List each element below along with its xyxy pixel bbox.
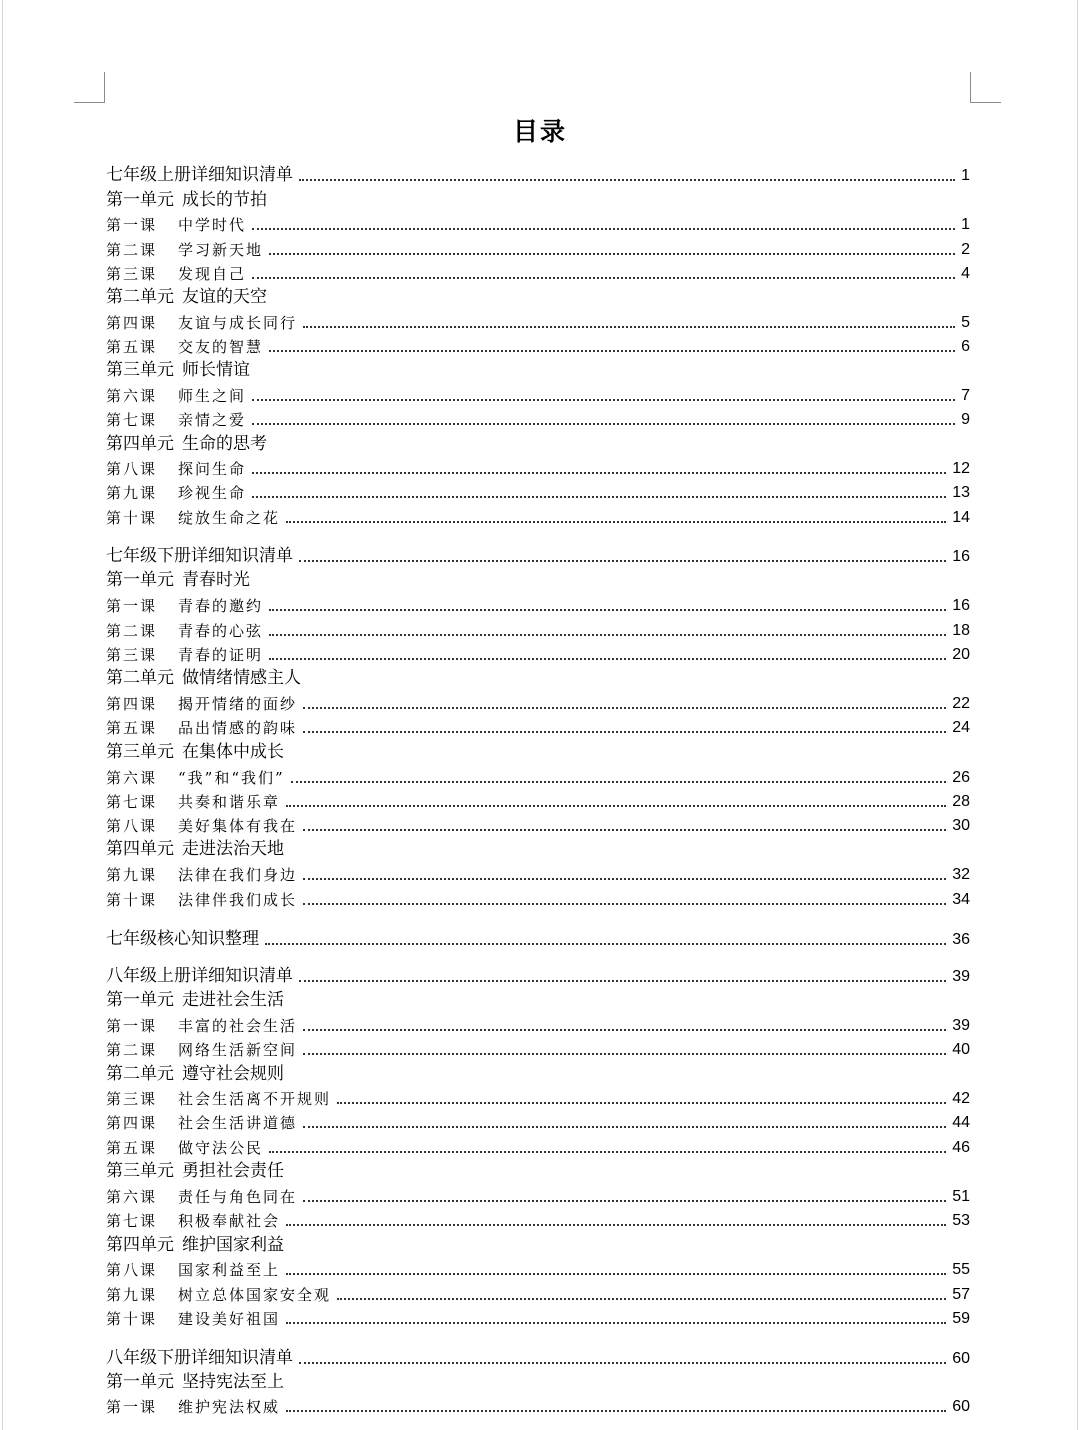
- toc-unit-heading[interactable]: [106, 431, 970, 455]
- page-number: 46: [952, 1139, 970, 1156]
- entry-title: 青春的心弦: [178, 622, 264, 640]
- toc-section-entry[interactable]: [106, 543, 970, 567]
- entry-title: 珍视生命: [178, 484, 247, 502]
- toc-entry-label: [106, 359, 250, 381]
- page-number: 51: [952, 1188, 970, 1205]
- lesson-number: 第九课: [106, 484, 158, 502]
- entry-title: 国家利益至上: [178, 1261, 281, 1279]
- page-number: 16: [952, 548, 970, 565]
- entry-title: 做情绪情感主人: [182, 668, 301, 688]
- toc-lesson-entry[interactable]: [106, 1012, 970, 1036]
- toc-entry-label: [106, 816, 297, 836]
- entry-title: 责任与角色同在: [178, 1188, 298, 1206]
- toc-unit-heading[interactable]: [106, 987, 970, 1011]
- toc-entry-label: [106, 286, 267, 308]
- entry-title: 建设美好祖国: [178, 1310, 281, 1328]
- dot-leader: [286, 1224, 946, 1226]
- toc-unit-heading[interactable]: [106, 1158, 970, 1182]
- entry-title: 探问生命: [178, 460, 247, 478]
- entry-title: 友谊与成长同行: [178, 314, 298, 332]
- dot-leader: [252, 423, 955, 425]
- unit-number: 第四单元: [106, 839, 174, 859]
- entry-title: 七年级上册详细知识清单: [106, 165, 293, 185]
- dot-leader: [269, 634, 946, 636]
- toc-entry-label: [106, 164, 293, 186]
- dot-leader: [269, 1151, 946, 1153]
- unit-number: 第四单元: [106, 434, 174, 454]
- unit-number: 第一单元: [106, 190, 174, 210]
- entry-title: 品出情感的韵味: [178, 719, 298, 737]
- unit-number: 第一单元: [106, 570, 174, 590]
- toc-entry-label: [106, 1347, 293, 1369]
- page-number: 6: [961, 338, 970, 355]
- entry-title: 八年级上册详细知识清单: [106, 966, 293, 986]
- dot-leader: [291, 781, 947, 783]
- page-number: 44: [952, 1114, 970, 1131]
- page-number: 24: [952, 719, 970, 736]
- page-number: 53: [952, 1212, 970, 1229]
- page-number: 22: [952, 695, 970, 712]
- lesson-number: 第四课: [106, 695, 158, 713]
- toc-entry-label: [106, 1285, 331, 1305]
- dot-leader: [252, 472, 946, 474]
- toc-unit-heading[interactable]: [106, 1061, 970, 1085]
- dot-leader: [299, 179, 955, 181]
- page-number: 4: [961, 265, 970, 282]
- page-number: 39: [952, 968, 970, 985]
- lesson-number: 第三课: [106, 646, 158, 664]
- toc-entry-label: [106, 483, 246, 503]
- toc-entry-label: [106, 264, 246, 284]
- toc-entry-label: [106, 337, 263, 357]
- entry-title: 青春的证明: [178, 646, 264, 664]
- unit-number: 第一单元: [106, 990, 174, 1010]
- toc-entry-label: [106, 890, 297, 910]
- dot-leader: [286, 1322, 946, 1324]
- toc-entry-label: [106, 1211, 280, 1231]
- toc-section-entry[interactable]: [106, 926, 970, 950]
- toc-entry-label: [106, 694, 297, 714]
- page-number: 1: [961, 167, 970, 184]
- toc-unit-heading[interactable]: [106, 1232, 970, 1256]
- dot-leader: [303, 903, 946, 905]
- dot-leader: [252, 496, 946, 498]
- entry-title: 网络生活新空间: [178, 1041, 298, 1059]
- lesson-number: 第八课: [106, 817, 158, 835]
- entry-title: 树立总体国家安全观: [178, 1286, 332, 1304]
- lesson-number: 第八课: [106, 460, 158, 478]
- dot-leader: [337, 1102, 946, 1104]
- unit-number: 第二单元: [106, 668, 174, 688]
- toc-section-entry[interactable]: [106, 1345, 970, 1369]
- toc-entry-label: [106, 596, 263, 616]
- toc-entry-label: [106, 792, 280, 812]
- toc-lesson-entry[interactable]: [106, 1134, 970, 1158]
- entry-title: 勇担社会责任: [182, 1161, 284, 1181]
- toc-entry-label: [106, 989, 284, 1011]
- toc-lesson-entry[interactable]: [106, 1109, 970, 1133]
- toc-entry-label: [106, 1234, 284, 1256]
- entry-title: 七年级核心知识整理: [106, 929, 259, 949]
- toc-lesson-entry[interactable]: [106, 479, 970, 503]
- page-number: 2: [961, 241, 970, 258]
- toc-lesson-entry[interactable]: [106, 260, 970, 284]
- lesson-number: 第三课: [106, 1090, 158, 1108]
- entry-title: 做守法公民: [178, 1139, 264, 1157]
- page-number: 20: [952, 646, 970, 663]
- toc-lesson-entry[interactable]: [106, 592, 970, 616]
- dot-leader: [337, 1298, 946, 1300]
- page-number: 5: [961, 314, 970, 331]
- unit-number: 第四单元: [106, 1235, 174, 1255]
- lesson-number: 第五课: [106, 338, 158, 356]
- lesson-number: 第五课: [106, 1139, 158, 1157]
- toc-lesson-entry[interactable]: [106, 236, 970, 260]
- crop-mark-top-left-horizontal: [74, 102, 105, 103]
- unit-number: 第二单元: [106, 1064, 174, 1084]
- entry-title: 美好集体有我在: [178, 817, 298, 835]
- lesson-number: 第四课: [106, 314, 158, 332]
- page-number: 55: [952, 1261, 970, 1278]
- dot-leader: [269, 350, 955, 352]
- lesson-number: 第七课: [106, 1212, 158, 1230]
- lesson-number: 第六课: [106, 1188, 158, 1206]
- toc-entry-label: [106, 1187, 297, 1207]
- page-number: 40: [952, 1041, 970, 1058]
- entry-title: 师长情谊: [182, 360, 250, 380]
- entry-title: 在集体中成长: [182, 742, 284, 762]
- toc-entry-label: [106, 1309, 280, 1329]
- toc-lesson-entry[interactable]: [106, 211, 970, 235]
- page-left-edge: [2, 0, 3, 1430]
- entry-title: 成长的节拍: [182, 190, 267, 210]
- page-number: 28: [952, 793, 970, 810]
- toc-entry-label: [106, 410, 246, 430]
- toc-lesson-entry[interactable]: [106, 886, 970, 910]
- toc-entry-label: [106, 508, 280, 528]
- page-number: 59: [952, 1310, 970, 1327]
- dot-leader: [269, 253, 955, 255]
- entry-title: “我”和“我们”: [178, 769, 285, 787]
- dot-leader: [299, 560, 946, 562]
- entry-title: 生命的思考: [182, 434, 267, 454]
- toc-section-entry[interactable]: [106, 963, 970, 987]
- toc-lesson-entry[interactable]: [106, 788, 970, 812]
- toc-entry-label: [106, 1113, 297, 1133]
- toc-entry-label: [106, 459, 246, 479]
- lesson-number: 第二课: [106, 1041, 158, 1059]
- toc-entry-label: [106, 569, 250, 591]
- page-number: 13: [952, 484, 970, 501]
- toc-entry-label: [106, 215, 246, 235]
- page-number: 60: [952, 1350, 970, 1367]
- toc-entry-label: [106, 965, 293, 987]
- toc-unit-heading[interactable]: [106, 1369, 970, 1393]
- dot-leader: [269, 609, 946, 611]
- lesson-number: 第七课: [106, 793, 158, 811]
- toc-entry-label: [106, 313, 297, 333]
- toc-entry-label: [106, 545, 293, 567]
- toc-unit-heading[interactable]: [106, 187, 970, 211]
- entry-title: 八年级下册详细知识清单: [106, 1348, 293, 1368]
- toc-lesson-entry[interactable]: [106, 406, 970, 430]
- page-number: 34: [952, 891, 970, 908]
- lesson-number: 第八课: [106, 1261, 158, 1279]
- entry-title: 绽放生命之花: [178, 509, 281, 527]
- entry-title: 丰富的社会生活: [178, 1017, 298, 1035]
- toc-entry-label: [106, 386, 246, 406]
- dot-leader: [299, 1362, 946, 1364]
- toc-unit-heading[interactable]: [106, 284, 970, 308]
- toc-lesson-entry[interactable]: [106, 504, 970, 528]
- entry-title: 社会生活离不开规则: [178, 1090, 332, 1108]
- lesson-number: 第五课: [106, 719, 158, 737]
- toc-section-entry[interactable]: [106, 162, 970, 186]
- toc-lesson-entry[interactable]: [106, 455, 970, 479]
- toc-entry-label: [106, 741, 284, 763]
- page-number: 36: [952, 931, 970, 948]
- toc-lesson-entry[interactable]: [106, 1183, 970, 1207]
- entry-title: 七年级下册详细知识清单: [106, 546, 293, 566]
- lesson-number: 第四课: [106, 1114, 158, 1132]
- page-number: 14: [952, 509, 970, 526]
- page-number: 32: [952, 866, 970, 883]
- dot-leader: [286, 521, 946, 523]
- entry-title: 交友的智慧: [178, 338, 264, 356]
- dot-leader: [252, 277, 955, 279]
- page-number: 9: [961, 411, 970, 428]
- page-number: 30: [952, 817, 970, 834]
- page-number: 7: [961, 387, 970, 404]
- unit-number: 第三单元: [106, 1161, 174, 1181]
- toc-lesson-entry[interactable]: [106, 641, 970, 665]
- toc-unit-heading[interactable]: [106, 567, 970, 591]
- toc-title: 目录: [512, 117, 567, 146]
- toc-lesson-entry[interactable]: [106, 617, 970, 641]
- entry-title: 青春的邀约: [178, 597, 264, 615]
- toc-entry-label: [106, 1016, 297, 1036]
- toc-lesson-entry[interactable]: [106, 1281, 970, 1305]
- lesson-number: 第一课: [106, 1017, 158, 1035]
- page-number: 39: [952, 1017, 970, 1034]
- lesson-number: 第六课: [106, 769, 158, 787]
- unit-number: 第二单元: [106, 287, 174, 307]
- toc-lesson-entry[interactable]: [106, 1207, 970, 1231]
- page-number: 1: [961, 216, 970, 233]
- toc-entry-label: [106, 838, 284, 860]
- dot-leader: [303, 1053, 946, 1055]
- lesson-number: 第二课: [106, 241, 158, 259]
- entry-title: 揭开情绪的面纱: [178, 695, 298, 713]
- toc-lesson-entry[interactable]: [106, 812, 970, 836]
- toc-entry-label: [106, 1397, 280, 1417]
- entry-title: 友谊的天空: [182, 287, 267, 307]
- dot-leader: [303, 731, 946, 733]
- lesson-number: 第十课: [106, 1310, 158, 1328]
- toc-entry-label: [106, 1160, 284, 1182]
- toc-entry-label: [106, 768, 285, 788]
- entry-title: 师生之间: [178, 387, 247, 405]
- dot-leader: [303, 326, 955, 328]
- dot-leader: [303, 1029, 946, 1031]
- page-number: 57: [952, 1286, 970, 1303]
- toc-unit-heading[interactable]: [106, 739, 970, 763]
- toc-entry-label: [106, 1089, 331, 1109]
- entry-title: 社会生活讲道德: [178, 1114, 298, 1132]
- toc-entry-label: [106, 240, 263, 260]
- entry-title: 青春时光: [182, 570, 250, 590]
- entry-title: 维护国家利益: [182, 1235, 284, 1255]
- toc-entry-label: [106, 621, 263, 641]
- toc-entry-label: [106, 1040, 297, 1060]
- toc-entry-label: [106, 1138, 263, 1158]
- dot-leader: [303, 829, 946, 831]
- entry-title: 亲情之爱: [178, 411, 247, 429]
- toc-entry-label: [106, 928, 259, 950]
- lesson-number: 第一课: [106, 597, 158, 615]
- dot-leader: [252, 228, 955, 230]
- dot-leader: [303, 707, 946, 709]
- lesson-number: 第七课: [106, 411, 158, 429]
- lesson-number: 第二课: [106, 622, 158, 640]
- entry-title: 共奏和谐乐章: [178, 793, 281, 811]
- toc-lesson-entry[interactable]: [106, 714, 970, 738]
- unit-number: 第三单元: [106, 360, 174, 380]
- toc-entry-label: [106, 1063, 284, 1085]
- dot-leader: [286, 1410, 946, 1412]
- crop-mark-top-right-vertical: [970, 72, 971, 102]
- entry-title: 法律伴我们成长: [178, 891, 298, 909]
- dot-leader: [299, 980, 946, 982]
- page-number: 42: [952, 1090, 970, 1107]
- unit-number: 第一单元: [106, 1372, 174, 1392]
- toc-entry-label: [106, 667, 301, 689]
- entry-title: 学习新天地: [178, 241, 264, 259]
- page-number: 18: [952, 622, 970, 639]
- toc-unit-heading[interactable]: [106, 665, 970, 689]
- page-number: 60: [952, 1398, 970, 1415]
- entry-title: 中学时代: [178, 216, 247, 234]
- lesson-number: 第一课: [106, 1398, 158, 1416]
- toc-unit-heading[interactable]: [106, 357, 970, 381]
- toc-entry-label: [106, 433, 267, 455]
- dot-leader: [286, 1273, 946, 1275]
- page-right-edge: [1077, 0, 1078, 1430]
- entry-title: 维护宪法权威: [178, 1398, 281, 1416]
- toc-lesson-entry[interactable]: [106, 1256, 970, 1280]
- toc-lesson-entry[interactable]: [106, 690, 970, 714]
- unit-number: 第三单元: [106, 742, 174, 762]
- lesson-number: 第十课: [106, 509, 158, 527]
- toc-lesson-entry[interactable]: [106, 1036, 970, 1060]
- toc-lesson-entry[interactable]: [106, 1393, 970, 1417]
- lesson-number: 第十课: [106, 891, 158, 909]
- page-number: 16: [952, 597, 970, 614]
- page-number: 26: [952, 769, 970, 786]
- entry-title: 发现自己: [178, 265, 247, 283]
- dot-leader: [265, 943, 946, 945]
- crop-mark-top-right-horizontal: [970, 102, 1001, 103]
- entry-title: 走进法治天地: [182, 839, 284, 859]
- toc-lesson-entry[interactable]: [106, 333, 970, 357]
- toc-entry-label: [106, 718, 297, 738]
- dot-leader: [303, 1200, 946, 1202]
- toc-lesson-entry[interactable]: [106, 1305, 970, 1329]
- toc-lesson-entry[interactable]: [106, 382, 970, 406]
- dot-leader: [303, 1126, 946, 1128]
- entry-title: 走进社会生活: [182, 990, 284, 1010]
- toc-lesson-entry[interactable]: [106, 309, 970, 333]
- toc-unit-heading[interactable]: [106, 836, 970, 860]
- lesson-number: 第六课: [106, 387, 158, 405]
- entry-title: 遵守社会规则: [182, 1064, 284, 1084]
- entry-title: 法律在我们身边: [178, 866, 298, 884]
- crop-mark-top-left-vertical: [104, 72, 105, 102]
- toc-entry-label: [106, 189, 267, 211]
- lesson-number: 第三课: [106, 265, 158, 283]
- dot-leader: [303, 878, 946, 880]
- toc-entry-label: [106, 865, 297, 885]
- toc-entry-label: [106, 1371, 284, 1393]
- toc-lesson-entry[interactable]: [106, 764, 970, 788]
- toc-lesson-entry[interactable]: [106, 1085, 970, 1109]
- toc-lesson-entry[interactable]: [106, 861, 970, 885]
- entry-title: 积极奉献社会: [178, 1212, 281, 1230]
- dot-leader: [286, 805, 946, 807]
- dot-leader: [269, 658, 946, 660]
- entry-title: 坚持宪法至上: [182, 1372, 284, 1392]
- lesson-number: 第九课: [106, 1286, 158, 1304]
- page-number: 12: [952, 460, 970, 477]
- lesson-number: 第一课: [106, 216, 158, 234]
- toc-entry-label: [106, 645, 263, 665]
- lesson-number: 第九课: [106, 866, 158, 884]
- toc-entry-label: [106, 1260, 280, 1280]
- dot-leader: [252, 399, 955, 401]
